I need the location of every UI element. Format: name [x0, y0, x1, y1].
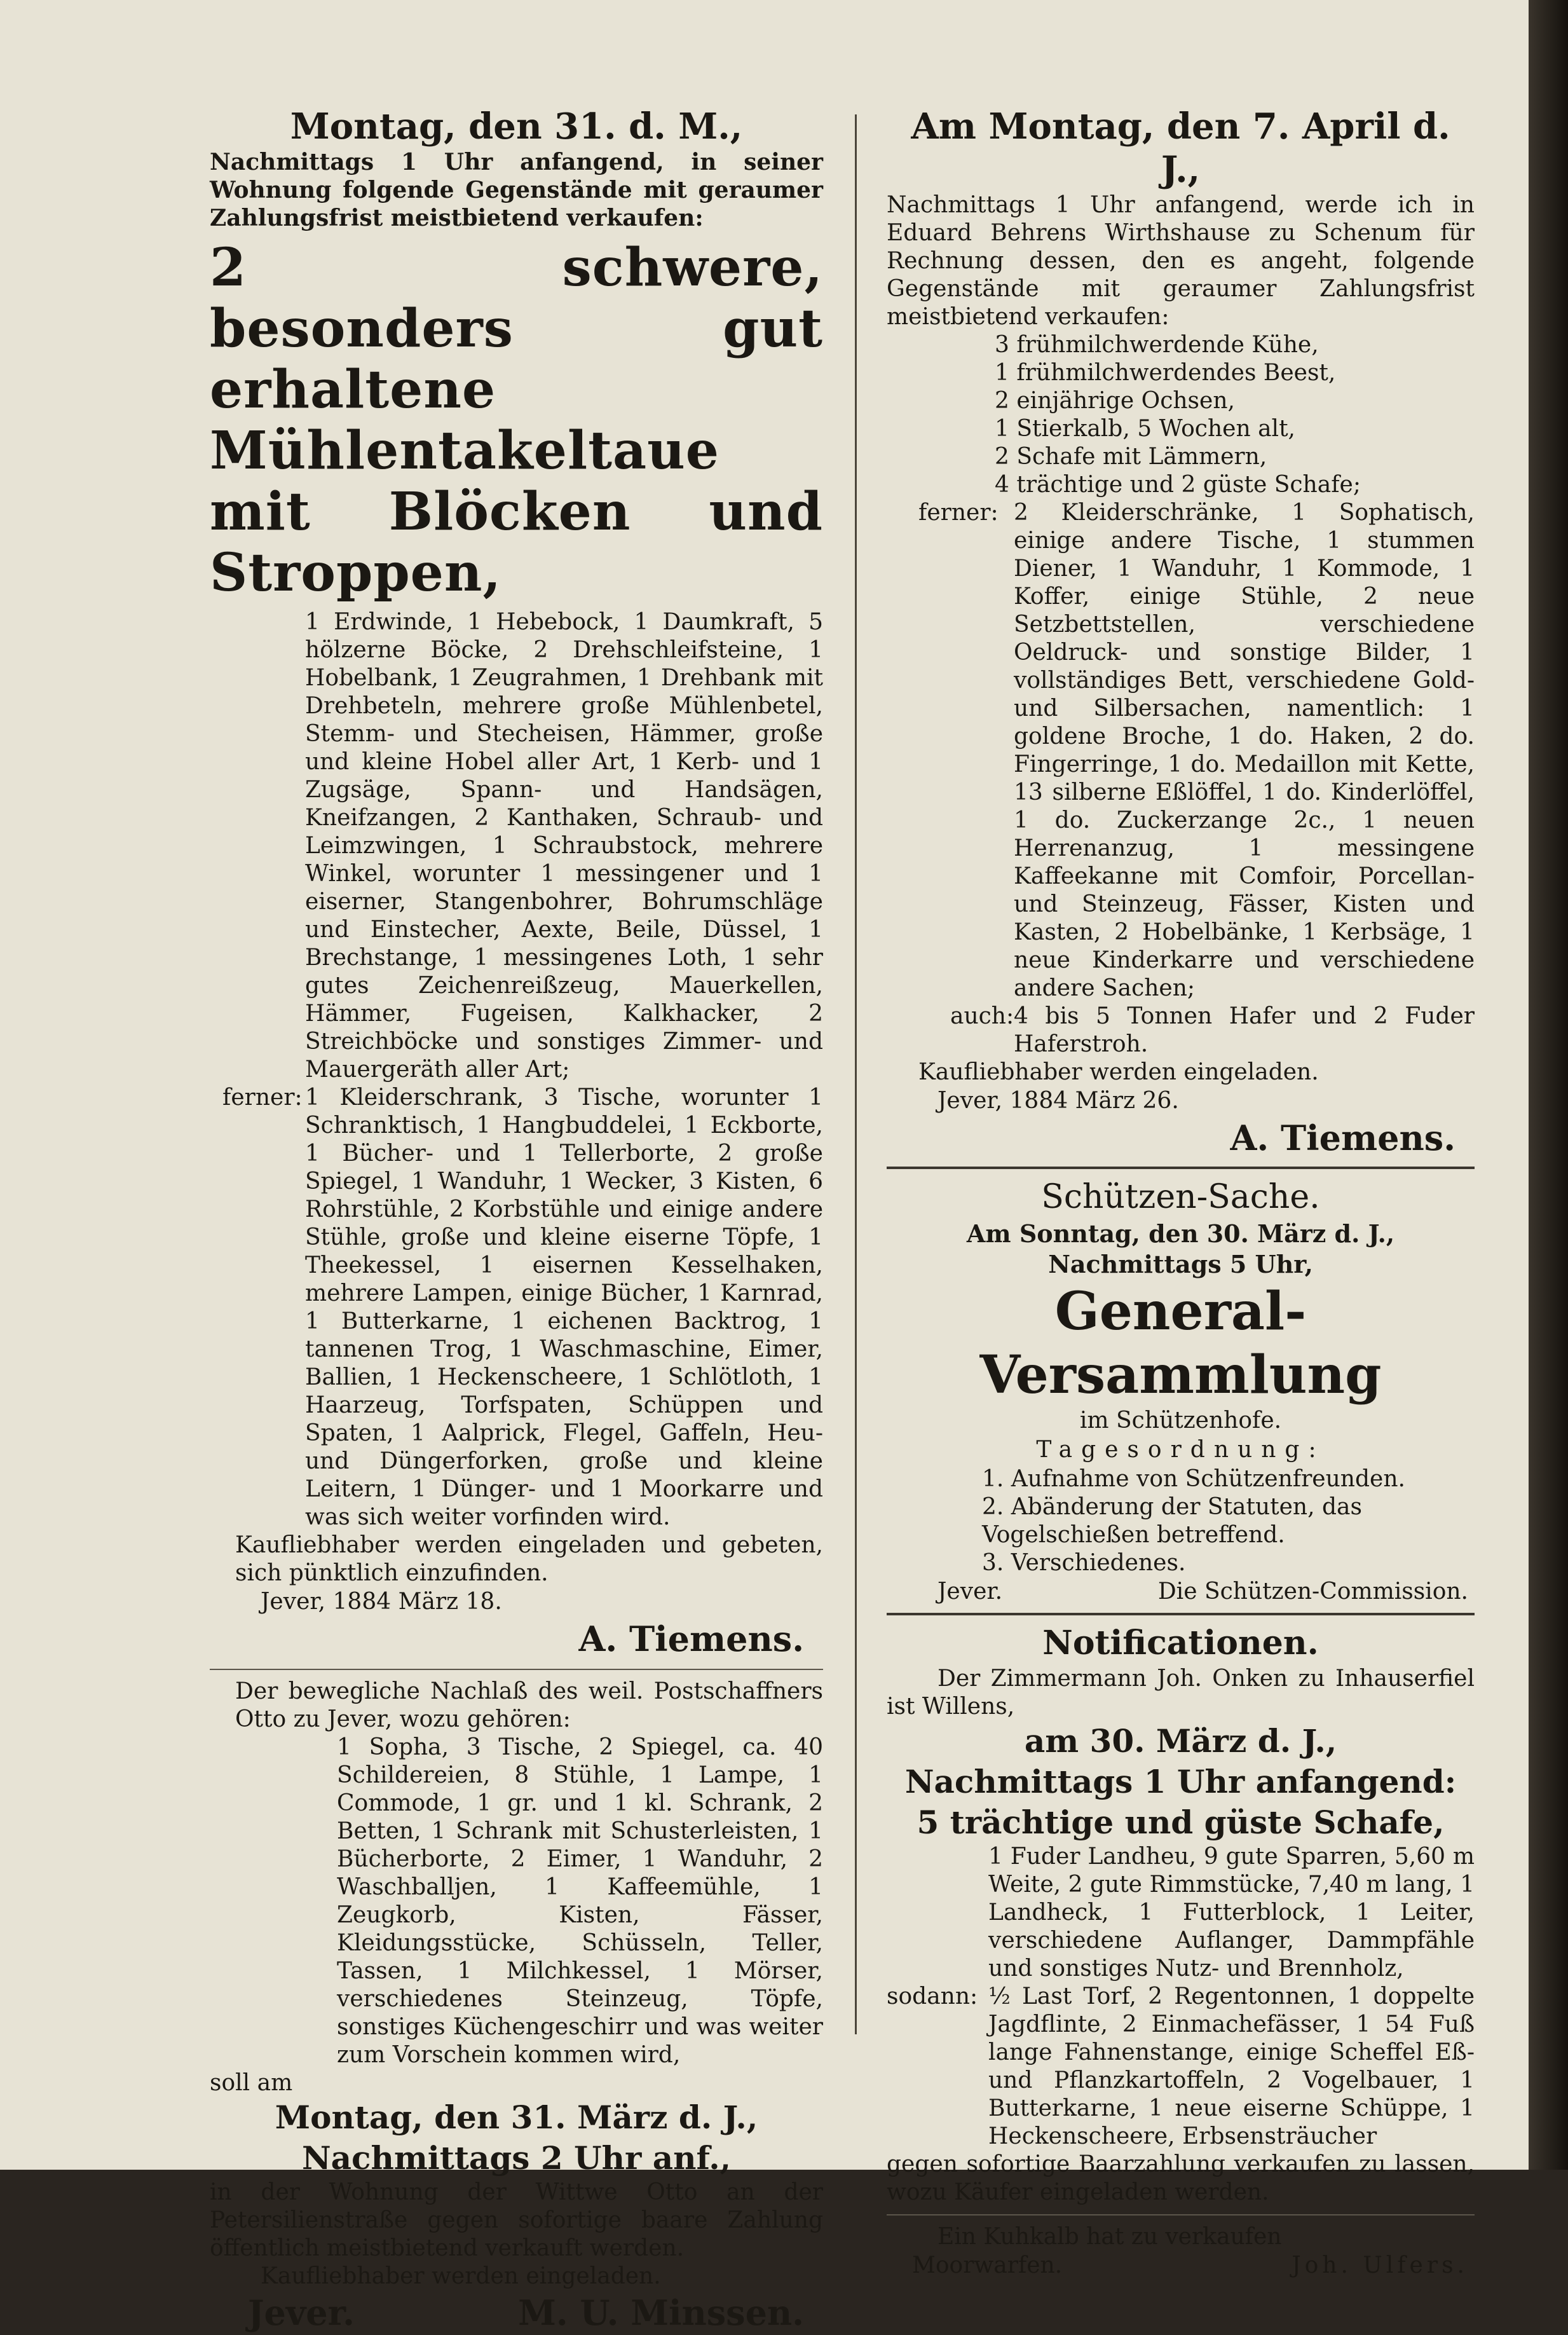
- ad-text: Ein Kuhkalb hat zu verkaufen: [937, 2224, 1282, 2250]
- ad-time: Nachmittags 5 Uhr,: [1048, 1250, 1313, 1278]
- sodann-label: sodann:: [887, 1983, 978, 2010]
- ad-intro: Der Zimmermann Joh. Onken zu Inhauserfiel ist Willens,: [887, 1666, 1475, 1720]
- ad-place: Jever.: [937, 1578, 1003, 1605]
- ad-heading: Montag, den 31. d. M.,: [290, 106, 743, 147]
- ad-place: Jever.: [248, 2292, 355, 2333]
- ad-date: Jever, 1884 März 26.: [937, 1088, 1179, 1114]
- auction-ad-tools: [210, 105, 823, 1661]
- right-column: [887, 105, 1475, 2280]
- ad-place: Moorwarfen.: [912, 2252, 1063, 2278]
- list-item: 4 trächtige und 2 güste Schafe;: [995, 472, 1361, 498]
- ad-date: Jever, 1884 März 18.: [261, 1589, 502, 1615]
- list-item: 1 Stierkalb, 5 Wochen alt,: [995, 416, 1295, 442]
- livestock-list: [887, 331, 1475, 499]
- ferner-label: ferner:: [918, 500, 999, 526]
- ad-intro: Nachmittags 1 Uhr anfangend, in seiner Wohnung folgende Gegenstände mit geraumer Zahlungsfrist meistbietend verkaufen:: [210, 149, 823, 231]
- left-column: [210, 105, 823, 2335]
- calf-ad: [887, 2223, 1475, 2280]
- auction-ad-estate: [210, 1678, 823, 2335]
- ad-date-big: Montag, den 31. März d. J.,: [275, 2099, 758, 2136]
- ad-footer: [887, 1577, 1475, 1606]
- ferner-items: 1 Kleiderschrank, 3 Tische, worunter 1 Schranktisch, 1 Hangbuddelei, 1 Eckborte, 1 Bücher- und 1 Tellerborte, 2 große Spiegel, 1 Wanduhr, 1 Wecker, 3 Kisten, 6 Rohrstühle, 2 Korbstühle und einige andere Stühle, große und kleine eiserne Töpfe, 1 Theekessel, 1 eisernen Kesselhaken, mehrere Lampen, einige Bücher, 1 Karnrad, 1 Butterkarne, 1 eichenen Backtrog, 1 tannenen Trog, 1 Waschmaschine, Eimer, Ballien, 1 Heckenscheere, 1 Schlötloth, 1 Haarzeug, Torfspaten, Schüppen und Spaten, 1 Aalprick, Flegel, Gaffeln, Heu- und Düngerforken, große und kleine Leitern, 1 Dünger- und 1 Moorkarre und was sich weiter vorfinden wird.: [305, 1085, 823, 1530]
- ad-intro: Der bewegliche Nachlaß des weil. Postschaffners Otto zu Jever, wozu gehören:: [235, 1678, 823, 1732]
- ad-headline: 2 schwere, besonders gut erhaltene Mühlentakeltaue mit Blöcken und Stroppen,: [210, 237, 823, 603]
- ad-title: Notificationen.: [1042, 1624, 1319, 1662]
- ad-footer: [210, 2290, 823, 2335]
- ad-item-big: 5 trächtige und güste Schafe,: [917, 1804, 1445, 1841]
- ad-text: in der Wohnung der Wittwe Otto an der Petersilienstraße gegen sofortige baare Zahlung öffentlich meistbietend verkauft werden.: [210, 2179, 823, 2261]
- book-spine: [1529, 0, 1568, 2170]
- list-item: 2. Abänderung der Statuten, das Vogelschießen betreffend.: [982, 1494, 1362, 1548]
- ferner-items: 2 Kleiderschränke, 1 Sophatisch, einige andere Tische, 1 stummen Diener, 1 Wanduhr, 1 Kommode, 1 Koffer, einige Stühle, 2 neue Setzbettstellen, verschiedene Oeldruck- und sonstige Bilder, 1 vollständiges Bett, verschiedene Gold- und Silbersachen, namentlich: 1 goldene Broche, 1 do. Haken, 2 do. Fingerringe, 1 do. Medaillon mit Kette, 13 silberne Eßlöffel, 1 do. Kinderlöffel, 1 do. Zuckerzange 2c., 1 neuen Herrenanzug, 1 messingene Kaffeekanne mit Comfoir, Porcellan- und Steinzeug, Fässer, Kisten und Kasten, 2 Hobelbänke, 1 Kerbsäge, 1 neue Kinderkarre und verschiedene andere Sachen;: [1014, 500, 1475, 1001]
- agenda-title: Tagesordnung:: [1036, 1437, 1325, 1463]
- sodann-items: ½ Last Torf, 2 Regentonnen, 1 doppelte Jagdflinte, 2 Einmachefässer, 1 54 Fuß lange Fahnenstange, einige Scheffel Eß- und Pflanzkartoffeln, 2 Vogelbauer, 1 Butterkarne, 1 neue eiserne Schüppe, 1 Heckenscheere, Erbsensträucher: [988, 1983, 1475, 2149]
- ad-intro: Nachmittags 1 Uhr anfangend, werde ich in Eduard Behrens Wirthshause zu Schenum für Rechnung dessen, den es angeht, folgende Gegenstände mit geraumer Zahlungsfrist meistbietend verkaufen:: [887, 192, 1475, 330]
- ad-signature: M. U. Minssen.: [518, 2292, 804, 2333]
- ad-items: 1 Fuder Landheu, 9 gute Sparren, 5,60 m Weite, 2 gute Rimmstücke, 7,40 m lang, 1 Landheck, 1 Futterblock, 1 Leiter, verschiedene Auflanger, Dammpfähle und sonstiges Nutz- und Brennholz,: [988, 1844, 1475, 1982]
- sodann-row: [887, 1983, 1475, 2151]
- list-item: 1. Aufnahme von Schützenfreunden.: [982, 1466, 1405, 1492]
- ferner-row: [210, 1084, 823, 1531]
- separator: [887, 2214, 1475, 2215]
- ad-headline: General-Versammlung: [979, 1281, 1382, 1406]
- separator: [887, 1167, 1475, 1169]
- ad-closing: Kaufliebhaber werden eingeladen.: [918, 1059, 1319, 1085]
- agenda-list: [887, 1465, 1475, 1577]
- ferner-label: ferner:: [222, 1085, 303, 1111]
- auch-row: [887, 1003, 1475, 1058]
- ad-date: Am Sonntag, den 30. März d. J.,: [966, 1219, 1395, 1248]
- separator: [210, 1669, 823, 1670]
- ad-signature: A. Tiemens.: [578, 1619, 804, 1659]
- ad-closing: Kaufliebhaber werden eingeladen.: [261, 2263, 661, 2289]
- ad-signature: Die Schützen-Commission.: [1157, 1578, 1468, 1605]
- notification-ad: [887, 1622, 1475, 2207]
- ad-items: 1 Erdwinde, 1 Hebebock, 1 Daumkraft, 5 hölzerne Böcke, 2 Drehschleifsteine, 1 Hobelbank, 1 Zeugrahmen, 1 Drehbank mit Drehbeteln, mehrere große Mühlenbetel, Stemm- und Stecheisen, Hämmer, große und kleine Hobel aller Art, 1 Kerb- und 1 Zugsäge, Spann- und Handsägen, Kneifzangen, 2 Kanthaken, Schraub- und Leimzwingen, 1 Schraubstock, mehrere Winkel, worunter 1 messingener und 1 eiserner, Stangenbohrer, Bohrumschläge und Einstecher, Aexte, Beile, Düssel, 1 Brechstange, 1 messingenes Loth, 1 sehr gutes Zeichenreißzeug, Mauerkellen, Hämmer, Fugeisen, Kalkhacker, 2 Streichböcke und sonstiges Zimmer- und Mauergeräth aller Art;: [305, 609, 823, 1083]
- ad-title: Schützen-Sache.: [1041, 1178, 1320, 1216]
- ad-closing: gegen sofortige Baarzahlung verkaufen zu lassen, wozu Käufer eingeladen werden.: [887, 2151, 1475, 2205]
- ad-time-big: Nachmittags 2 Uhr anf.,: [301, 2139, 732, 2177]
- separator: [887, 1613, 1475, 1615]
- auction-ad-livestock: [887, 105, 1475, 1160]
- list-item: 3 frühmilchwerdende Kühe,: [995, 332, 1319, 358]
- ad-footer: [887, 2251, 1475, 2280]
- ad-items: 1 Sopha, 3 Tische, 2 Spiegel, ca. 40 Schildereien, 8 Stühle, 1 Lampe, 1 Commode, 1 gr. und 1 kl. Schrank, 2 Betten, 1 Schrank mit Schusterleisten, 1 Bücherborte, 2 Eimer, 1 Wanduhr, 2 Waschballjen, 1 Kaffeemühle, 1 Zeugkorb, Kisten, Fässer, Kleidungsstücke, Schüsseln, Teller, Tassen, 1 Milchkessel, 1 Mörser, verschiedenes Steinzeug, Töpfe, sonstiges Küchengeschirr und was weiter zum Vorschein kommen wird,: [337, 1734, 823, 2068]
- ferner-row: [887, 499, 1475, 1003]
- auch-items: 4 bis 5 Tonnen Hafer und 2 Fuder Haferstroh.: [1014, 1003, 1475, 1057]
- list-item: 1 frühmilchwerdendes Beest,: [995, 360, 1336, 386]
- ad-signature: Joh. Ulfers.: [1292, 2252, 1468, 2278]
- ad-time-big: Nachmittags 1 Uhr anfangend:: [904, 1763, 1457, 1800]
- ad-signature: A. Tiemens.: [1230, 1118, 1456, 1158]
- ad-location: im Schützenhofe.: [1079, 1407, 1282, 1434]
- list-item: 3. Verschiedenes.: [982, 1550, 1186, 1576]
- ad-date-big: am 30. März d. J.,: [1024, 1722, 1337, 1760]
- auch-label: auch:: [950, 1003, 1014, 1029]
- list-item: 2 Schafe mit Lämmern,: [995, 444, 1267, 470]
- schuetzen-ad: [887, 1175, 1475, 1606]
- ad-closing: Kaufliebhaber werden eingeladen und gebeten, sich pünktlich einzufinden.: [235, 1532, 823, 1586]
- column-divider: [855, 114, 857, 2034]
- soll-am: soll am: [210, 2070, 293, 2096]
- list-item: 2 einjährige Ochsen,: [995, 388, 1235, 414]
- ad-heading: Am Montag, den 7. April d. J.,: [911, 106, 1450, 191]
